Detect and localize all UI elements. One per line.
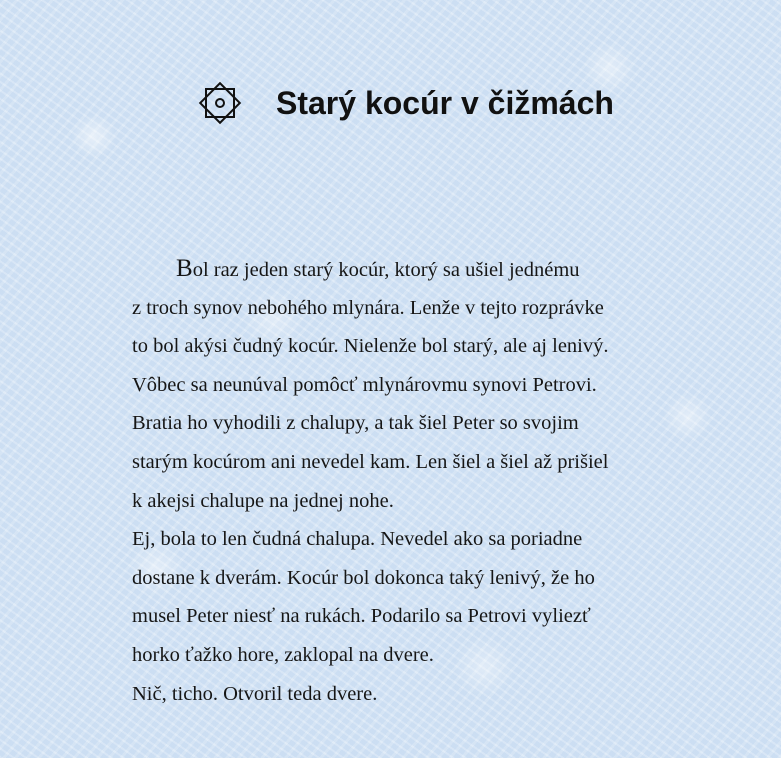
story-line: horko ťažko hore, zaklopal na dvere.: [132, 643, 434, 666]
story-text: [132, 250, 672, 713]
story-line: dostane k dverám. Kocúr bol dokonca taký lenivý, že ho: [132, 566, 595, 589]
story-line: musel Peter niesť na rukách. Podarilo sa Petrovi vyliezť: [132, 605, 591, 628]
page-title: Starý kocúr v čižmách: [276, 84, 614, 121]
story-line: Nič, ticho. Otvoril teda dvere.: [132, 682, 378, 705]
story-line: Bratia ho vyhodili z chalupy, a tak šiel Peter so svojim: [132, 412, 579, 435]
story-line: to bol akýsi čudný kocúr. Nielenže bol starý, ale aj lenivý.: [132, 335, 609, 358]
story-line: z troch synov nebohého mlynára. Lenže v tejto rozprávke: [132, 296, 604, 319]
story-line: Ej, bola to len čudná chalupa. Nevedel ako sa poriadne: [132, 528, 583, 551]
drop-cap: B: [176, 255, 193, 282]
story-line-text: ol raz jeden starý kocúr, ktorý sa ušiel jednému: [192, 259, 580, 281]
story-line: k akejsi chalupe na jednej nohe.: [132, 489, 394, 512]
story-line: starým kocúrom ani nevedel kam. Len šiel a šiel až prišiel: [132, 450, 609, 473]
story-line: Vôbec sa neunúval pomôcť mlynárovmu synovi Petrovi.: [132, 373, 597, 396]
star-frame-icon: [196, 79, 244, 127]
story-line: [132, 250, 672, 289]
page-header: [196, 78, 614, 128]
